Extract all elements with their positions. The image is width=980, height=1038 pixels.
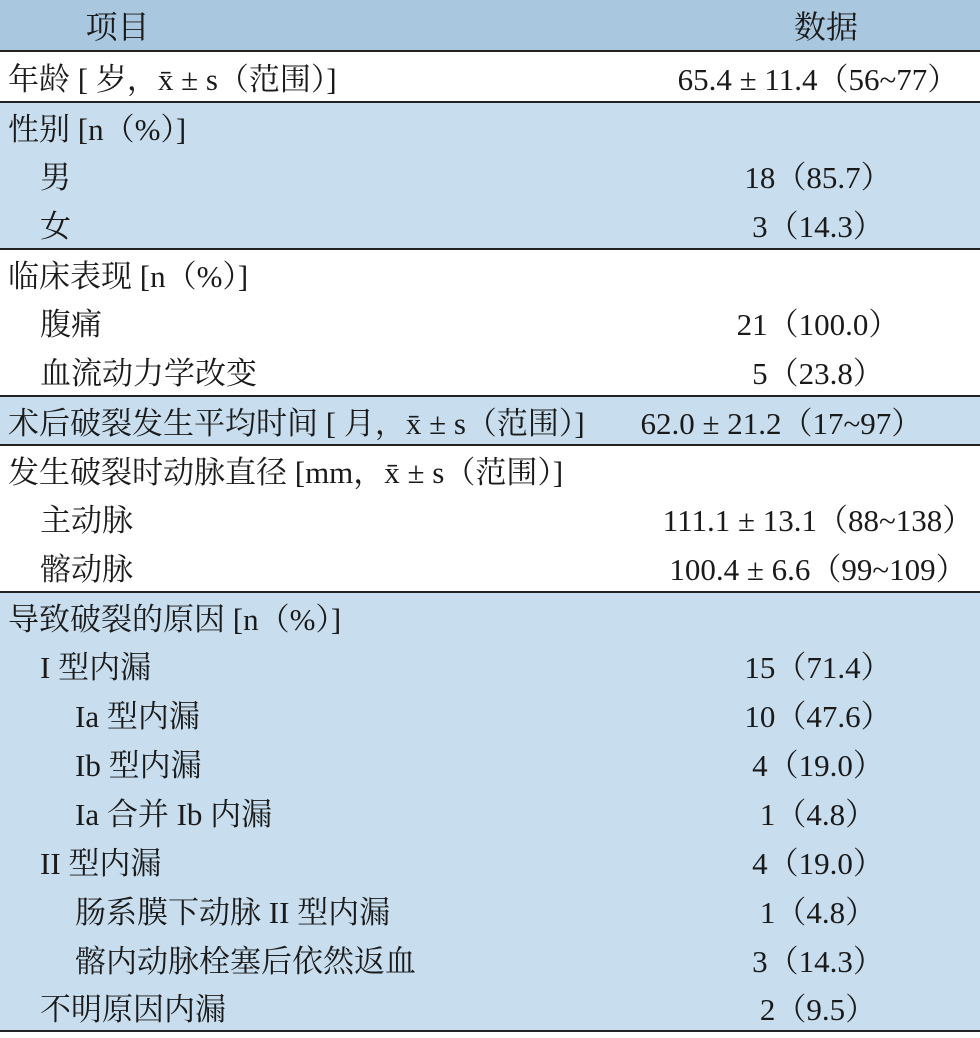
row-label: 发生破裂时动脉直径 [mm，x̄ ± s（范围）] bbox=[8, 455, 564, 490]
table-row-diameter bbox=[0, 444, 980, 493]
row-value: 1（4.8） bbox=[759, 895, 877, 930]
row-label: 女 bbox=[40, 209, 71, 244]
row-label: 术后破裂发生平均时间 [ 月，x̄ ± s（范围）] bbox=[8, 406, 585, 441]
table-row-clinical bbox=[0, 248, 980, 297]
table-row-rupture-time bbox=[0, 395, 980, 444]
table-row-age bbox=[0, 52, 980, 101]
row-label: I 型内漏 bbox=[40, 650, 152, 685]
row-value: 1（4.8） bbox=[759, 797, 877, 832]
row-value: 4（19.0） bbox=[752, 748, 884, 783]
row-label: Ia 合并 Ib 内漏 bbox=[75, 797, 273, 832]
row-label: 导致破裂的原因 [n（%）] bbox=[8, 602, 342, 637]
table-row-male bbox=[0, 150, 980, 199]
table-row-iia-backflow bbox=[0, 934, 980, 983]
table-row-type1a bbox=[0, 689, 980, 738]
row-value: 15（71.4） bbox=[744, 650, 892, 685]
row-value: 21（100.0） bbox=[736, 307, 900, 342]
row-label: 血流动力学改变 bbox=[40, 356, 257, 391]
row-value: 3（14.3） bbox=[752, 944, 884, 979]
row-label: 不明原因内漏 bbox=[40, 992, 226, 1027]
row-value: 2（9.5） bbox=[759, 992, 877, 1027]
row-value: 62.0 ± 21.2（17~97） bbox=[640, 406, 923, 441]
row-label: 髂内动脉栓塞后依然返血 bbox=[75, 944, 416, 979]
row-label: 腹痛 bbox=[40, 307, 102, 342]
row-value: 100.4 ± 6.6（99~109） bbox=[669, 552, 967, 587]
table-row-hemodynamic bbox=[0, 346, 980, 395]
table-row-female bbox=[0, 199, 980, 248]
table-header bbox=[0, 0, 980, 52]
table-row-type1a-1b bbox=[0, 787, 980, 836]
table-row-type1b bbox=[0, 738, 980, 787]
row-label: 髂动脉 bbox=[40, 552, 133, 587]
table-row-cause bbox=[0, 591, 980, 640]
row-label: Ib 型内漏 bbox=[75, 748, 202, 783]
row-label: 男 bbox=[40, 160, 71, 195]
row-value: 4（19.0） bbox=[752, 846, 884, 881]
row-label: 肠系膜下动脉 II 型内漏 bbox=[75, 895, 391, 930]
row-value: 18（85.7） bbox=[744, 160, 892, 195]
table-row-unknown bbox=[0, 983, 980, 1032]
row-value: 111.1 ± 13.1（88~138） bbox=[662, 503, 974, 538]
table-row-sex bbox=[0, 101, 980, 150]
row-value: 65.4 ± 11.4（56~77） bbox=[677, 62, 959, 97]
table-row-aorta bbox=[0, 493, 980, 542]
row-value: 5（23.8） bbox=[752, 356, 884, 391]
row-label: 主动脉 bbox=[40, 503, 133, 538]
row-label: Ia 型内漏 bbox=[75, 699, 200, 734]
row-label: 年龄 [ 岁，x̄ ± s（范围）] bbox=[8, 62, 337, 97]
table-row-type1 bbox=[0, 640, 980, 689]
row-label: 性别 [n（%）] bbox=[8, 112, 187, 147]
table-row-ima-type2 bbox=[0, 885, 980, 934]
header-item: 项目 bbox=[85, 9, 150, 45]
table-row-abdominal-pain bbox=[0, 297, 980, 346]
header-data: 数据 bbox=[793, 9, 858, 45]
row-label: 临床表现 [n（%）] bbox=[8, 259, 249, 294]
table-row-iliac bbox=[0, 542, 980, 591]
row-value: 10（47.6） bbox=[744, 699, 892, 734]
row-label: II 型内漏 bbox=[40, 846, 162, 881]
table-row-type2 bbox=[0, 836, 980, 885]
row-value: 3（14.3） bbox=[752, 209, 884, 244]
